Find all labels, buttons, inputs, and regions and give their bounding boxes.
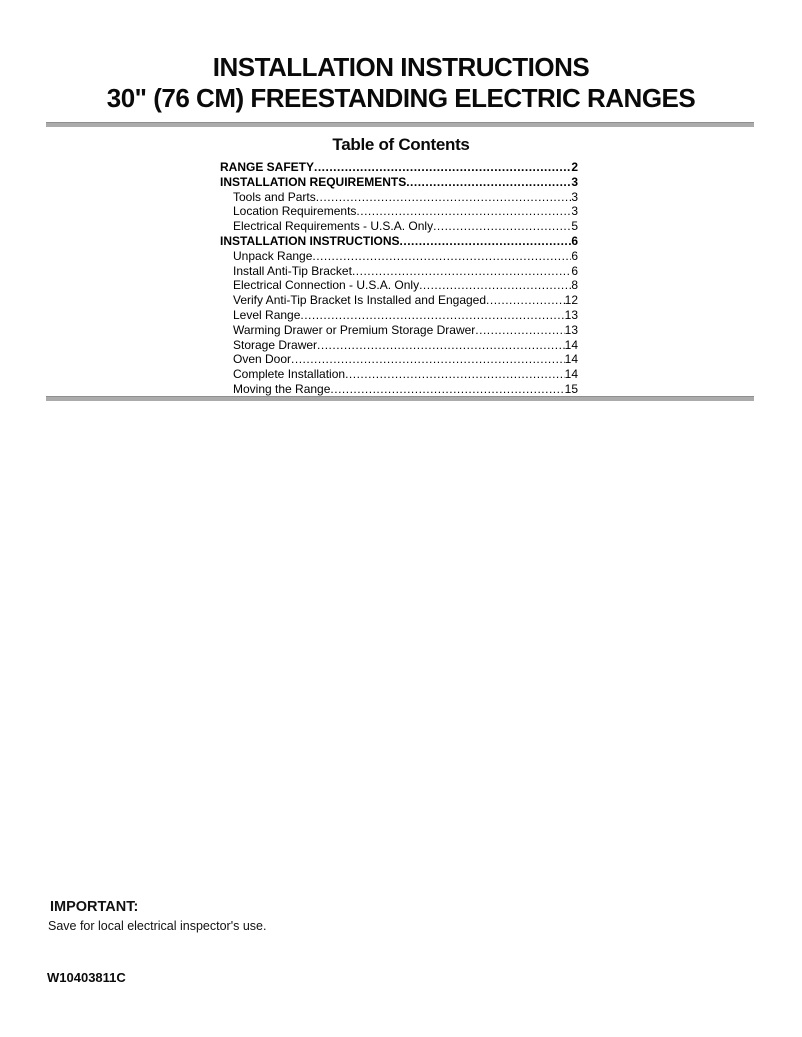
toc-entry-label: INSTALLATION INSTRUCTIONS <box>220 233 400 248</box>
toc-entry-page: 15 <box>564 381 578 396</box>
toc-entry <box>220 234 578 249</box>
toc-entry-label: Moving the Range <box>233 381 331 396</box>
toc-entry-page: 6 <box>571 248 578 263</box>
toc-entry <box>220 293 578 308</box>
toc-entry-page: 12 <box>564 293 578 308</box>
toc-entry <box>220 190 578 205</box>
toc-entry <box>220 352 578 367</box>
toc-entry-label: Unpack Range <box>233 248 313 263</box>
toc-entry <box>220 219 578 234</box>
toc-entry <box>220 308 578 323</box>
toc-entry-label: Complete Installation <box>233 367 346 382</box>
toc-entry <box>220 175 578 190</box>
toc-entry-label: Warming Drawer or Premium Storage Drawer <box>233 322 476 337</box>
toc-entry <box>220 160 578 175</box>
toc-entry-page: 3 <box>571 189 578 204</box>
toc-entry-page: 8 <box>571 278 578 293</box>
toc-entry <box>220 204 578 219</box>
toc-entry-label: Level Range <box>233 307 301 322</box>
toc-leader-dots <box>475 323 564 338</box>
toc-leader-dots <box>317 338 565 353</box>
toc-leader-dots <box>312 249 571 264</box>
toc-entry <box>220 382 578 397</box>
toc-entry-page: 13 <box>564 322 578 337</box>
toc-leader-dots <box>419 278 571 293</box>
toc-leader-dots <box>406 175 571 190</box>
toc-entry-label: Storage Drawer <box>233 337 318 352</box>
toc-entry-label: Oven Door <box>233 352 292 367</box>
toc-leader-dots <box>356 204 571 219</box>
toc-entry-label: Install Anti-Tip Bracket <box>233 263 352 278</box>
toc-leader-dots <box>291 352 565 367</box>
toc-entry <box>220 323 578 338</box>
toc-heading: Table of Contents <box>332 135 470 154</box>
toc-leader-dots <box>300 308 564 323</box>
toc-entry-page: 14 <box>564 337 578 352</box>
toc-entry <box>220 278 578 293</box>
toc-entry-label: RANGE SAFETY <box>220 160 315 174</box>
toc-entry-page: 14 <box>564 352 578 367</box>
toc-entry-label: Verify Anti-Tip Bracket Is Installed and Engaged <box>233 293 487 308</box>
document-number: W10403811C <box>47 970 126 985</box>
toc-entry-page: 3 <box>571 204 578 219</box>
toc-entry-page: 6 <box>571 263 578 278</box>
table-of-contents <box>220 160 578 397</box>
page-title-line1: INSTALLATION INSTRUCTIONS <box>212 52 590 82</box>
toc-entry <box>220 367 578 382</box>
toc-entry-label: Electrical Requirements - U.S.A. Only <box>233 219 434 234</box>
toc-entry-page: 2 <box>571 160 578 174</box>
toc-entry-page: 13 <box>564 307 578 322</box>
important-label: IMPORTANT: <box>50 899 139 915</box>
toc-entry-label: Location Requirements <box>233 204 357 219</box>
toc-entry-page: 14 <box>564 367 578 382</box>
horizontal-rule-bottom <box>46 396 754 401</box>
toc-entry-page: 3 <box>571 174 578 189</box>
toc-entry-label: Tools and Parts <box>233 189 316 204</box>
toc-entry-page: 6 <box>571 233 578 248</box>
horizontal-rule-top <box>46 122 754 127</box>
toc-entry-page: 5 <box>571 219 578 234</box>
toc-leader-dots <box>330 382 564 397</box>
toc-leader-dots <box>316 190 572 205</box>
toc-leader-dots <box>486 293 565 308</box>
toc-entry <box>220 338 578 353</box>
toc-leader-dots <box>433 219 571 234</box>
toc-leader-dots <box>314 160 571 175</box>
toc-entry-label: INSTALLATION REQUIREMENTS <box>220 174 407 189</box>
toc-entry <box>220 249 578 264</box>
toc-leader-dots <box>352 264 571 279</box>
page-title <box>0 52 802 114</box>
important-text: Save for local electrical inspector's use. <box>48 919 267 933</box>
toc-leader-dots <box>345 367 565 382</box>
toc-entry-label: Electrical Connection - U.S.A. Only <box>233 278 420 293</box>
toc-leader-dots <box>400 234 572 249</box>
page-title-line2: 30" (76 CM) FREESTANDING ELECTRIC RANGES <box>106 83 696 113</box>
toc-entry <box>220 264 578 279</box>
